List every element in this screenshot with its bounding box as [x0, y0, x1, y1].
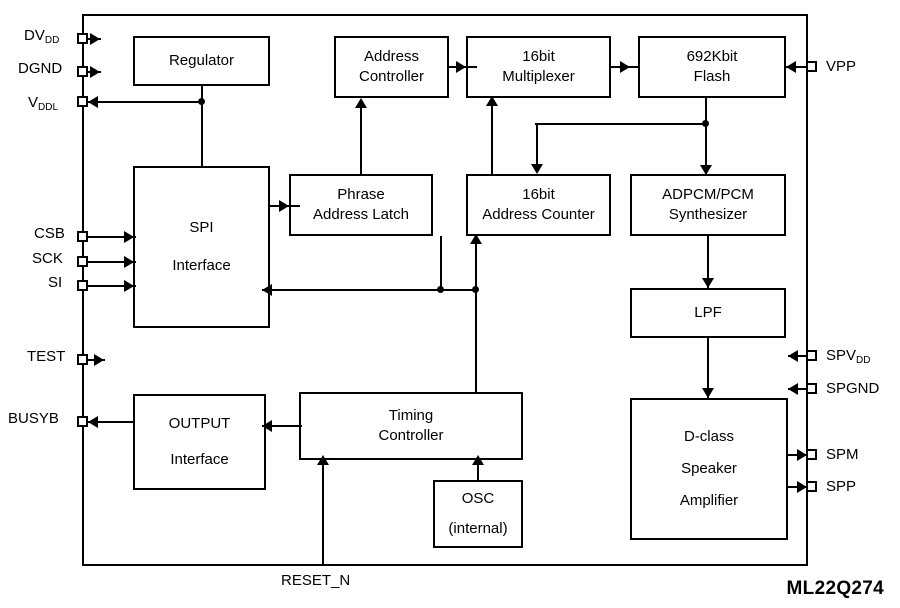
pin-label-vpp-text: VPP: [826, 58, 857, 75]
block-address-controller: [334, 36, 449, 98]
arrow-addrctrl-to-mux: [456, 61, 466, 73]
arrow-spi-to-phrase: [279, 200, 289, 212]
pin-label-dgnd-text: DGND: [18, 60, 63, 77]
pin-label-sck: [32, 250, 63, 267]
pin-box-spp: [806, 481, 817, 492]
pin-label-reset-n-text: RESET_N: [281, 572, 351, 589]
block-amp-line-1: Speaker: [681, 459, 737, 477]
pin-label-test: [27, 348, 65, 365]
block-multiplexer-line-0: 16bit: [522, 47, 555, 65]
pin-label-vpp: [826, 58, 856, 75]
arrow-busyb-out: [88, 416, 98, 428]
wire-flash-bus-h: [535, 123, 707, 125]
block-phrase-line-1: Address Latch: [313, 206, 409, 223]
pin-box-spgnd: [806, 383, 817, 394]
block-flash-line-1: Flash: [693, 68, 731, 85]
pin-label-spvdd-sub: DD: [856, 355, 871, 366]
pin-box-si: [77, 280, 88, 291]
block-address-counter-line-0: 16bit: [522, 185, 555, 203]
block-osc: [433, 480, 523, 548]
block-multiplexer-line-1: Multiplexer: [502, 68, 575, 85]
arrow-si-in: [124, 280, 134, 292]
wire-flash-to-synth: [705, 98, 707, 174]
block-synth-line-0: ADPCM/PCM: [662, 185, 754, 203]
pin-label-csb: [34, 225, 65, 242]
block-phrase-address-latch: [289, 174, 433, 236]
arrow-spp-out: [797, 481, 807, 493]
block-regulator: [133, 36, 270, 86]
wire-reset-v: [322, 460, 324, 566]
pin-label-reset-n: [281, 572, 350, 589]
pin-box-sck: [77, 256, 88, 267]
pin-label-spvdd-text: SPV: [826, 347, 857, 364]
pin-label-spm-text: SPM: [826, 446, 859, 463]
pin-box-spm: [806, 449, 817, 460]
block-regulator-line-0: Regulator: [168, 51, 235, 69]
block-output-line-0: OUTPUT: [168, 414, 231, 432]
block-output-line-1: Interface: [170, 451, 229, 468]
arrow-phrase-to-addrctrl: [355, 98, 367, 108]
pin-label-busyb: [8, 410, 59, 427]
arrow-dvdd-in: [90, 33, 100, 45]
block-multiplexer: [466, 36, 611, 98]
junction-feedback-1: [437, 286, 444, 293]
arrow-feedback-to-spi: [262, 284, 272, 296]
block-synth-line-1: Synthesizer: [668, 206, 748, 223]
block-timing-line-0: Timing: [388, 406, 434, 424]
pin-box-busyb: [77, 416, 88, 427]
pin-label-spgnd: [826, 380, 879, 397]
block-lpf: [630, 288, 786, 338]
pin-label-si: [48, 274, 62, 291]
pin-label-dvdd: [24, 27, 59, 44]
arrow-spvdd-in: [788, 350, 798, 362]
block-address-counter-line-1: Address Counter: [482, 206, 595, 223]
pin-label-csb-text: CSB: [34, 225, 65, 242]
pin-label-dgnd: [18, 60, 62, 77]
arrow-test-in: [94, 354, 104, 366]
pin-label-spp: [826, 478, 856, 495]
arrow-lpf-to-amp: [702, 388, 714, 398]
arrow-vddl-out: [88, 96, 98, 108]
wire-vddl-h: [88, 101, 202, 103]
wire-phrase-to-addrctrl: [360, 100, 362, 176]
block-phrase-line-0: Phrase: [337, 185, 385, 203]
block-amp-line-2: Amplifier: [679, 492, 739, 510]
wire-phrase-latch-down: [440, 236, 442, 290]
arrow-timing-to-output: [262, 420, 272, 432]
block-address-counter: [466, 174, 611, 236]
arrow-timing-to-counter: [470, 234, 482, 244]
pin-label-si-text: SI: [48, 274, 63, 291]
arrow-vpp-in: [786, 61, 796, 73]
block-spi-line-0: SPI: [189, 218, 214, 236]
arrow-counter-to-mux: [486, 96, 498, 106]
pin-label-busyb-text: BUSYB: [8, 410, 59, 427]
block-output-interface: [133, 394, 266, 490]
arrow-mux-to-flash: [620, 61, 630, 73]
pin-box-dgnd: [77, 66, 88, 77]
pin-box-vpp: [806, 61, 817, 72]
block-osc-line-1: (internal): [448, 520, 508, 537]
pin-label-spvdd: [826, 347, 870, 364]
block-timing-controller: [299, 392, 523, 460]
arrow-spm-out: [797, 449, 807, 461]
pin-box-vddl: [77, 96, 88, 107]
arrow-csb-in: [124, 231, 134, 243]
block-speaker-amplifier: [630, 398, 788, 540]
pin-label-vddl-text: V: [28, 94, 39, 111]
block-timing-line-1: Controller: [378, 427, 444, 444]
arrow-flash-to-synth: [700, 165, 712, 175]
block-flash: [638, 36, 786, 98]
pin-label-dvdd-text: DV: [24, 27, 45, 44]
pin-label-spm: [826, 446, 859, 463]
pin-box-csb: [77, 231, 88, 242]
arrow-flash-to-counter: [531, 164, 543, 174]
pin-label-test-text: TEST: [27, 348, 66, 365]
block-adpcm-pcm-synthesizer: [630, 174, 786, 236]
arrow-synth-to-lpf: [702, 278, 714, 288]
pin-label-vddl: [28, 94, 58, 111]
arrow-sck-in: [124, 256, 134, 268]
block-amp-line-0: D-class: [683, 427, 734, 445]
wire-regulator-to-spi: [201, 86, 203, 166]
pin-label-sck-text: SCK: [32, 250, 63, 267]
block-spi-line-1: Interface: [172, 257, 231, 274]
wire-counter-to-mux: [491, 98, 493, 176]
pin-box-test: [77, 354, 88, 365]
arrow-dgnd-in: [90, 66, 100, 78]
block-flash-line-0: 692Kbit: [686, 47, 738, 65]
pin-box-dvdd: [77, 33, 88, 44]
block-lpf-line-0: LPF: [694, 303, 722, 321]
pin-label-vddl-sub: DDL: [38, 102, 59, 113]
wire-timing-to-counter: [475, 236, 477, 392]
pin-box-spvdd: [806, 350, 817, 361]
part-number: ML22Q274: [786, 578, 884, 599]
block-osc-line-0: OSC: [461, 489, 495, 507]
arrow-spgnd-in: [788, 383, 798, 395]
block-address-controller-line-0: Address: [363, 47, 420, 65]
arrow-reset-to-timing: [317, 455, 329, 465]
block-spi-interface: [133, 166, 270, 328]
pin-label-spp-text: SPP: [826, 478, 857, 495]
block-address-controller-line-1: Controller: [358, 68, 425, 85]
pin-label-dvdd-sub: DD: [44, 35, 60, 46]
arrow-osc-to-timing: [472, 455, 484, 465]
pin-label-spgnd-text: SPGND: [826, 380, 880, 397]
